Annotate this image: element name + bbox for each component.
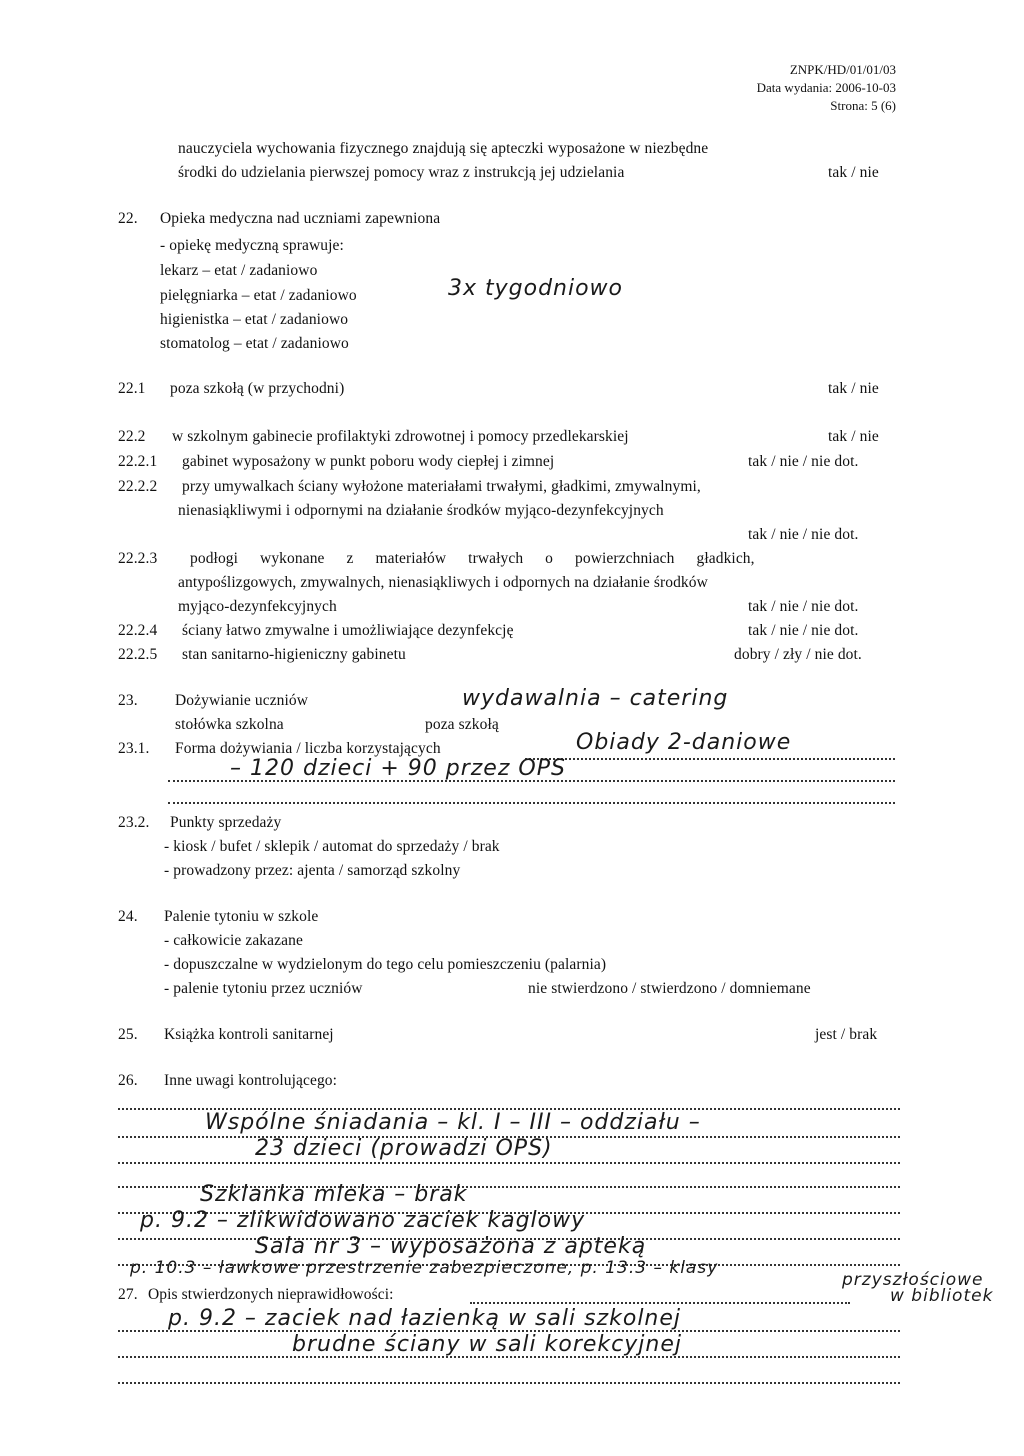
s22-title: Opieka medyczna nad uczniami zapewniona xyxy=(160,210,441,227)
s26-handwritten-2: 23 dzieci (prowadzi OPS) xyxy=(255,1136,553,1161)
s25-number: 25. xyxy=(118,1026,138,1043)
s24-line-3: - palenie tytoniu przez uczniów xyxy=(164,980,363,997)
s22-2-answer: tak / nie xyxy=(828,428,879,445)
s22-2-3-number: 22.2.3 xyxy=(118,550,158,567)
s27-number: 27. xyxy=(118,1286,138,1303)
s27-title: Opis stwierdzonych nieprawidłowości: xyxy=(148,1286,394,1303)
s23-1-number: 23.1. xyxy=(118,740,150,757)
s26-handwritten-7: przyszłościowe xyxy=(842,1270,984,1290)
s23-2-line-2: - prowadzony przez: ajenta / samorząd szkolny xyxy=(164,862,461,879)
s22-pielegniarka: pielęgniarka – etat / zadaniowo xyxy=(160,287,357,304)
s22-2-2-line-2: nienasiąkliwymi i odpornymi na działanie środków myjąco-dezynfekcyjnych xyxy=(178,502,664,519)
s22-number: 22. xyxy=(118,210,138,227)
s22-2-4-text: ściany łatwo zmywalne i umożliwiające dezynfekcję xyxy=(182,622,514,639)
s22-2-1-answer: tak / nie / nie dot. xyxy=(748,453,859,470)
s24-answer: nie stwierdzono / stwierdzono / domniemane xyxy=(528,980,811,997)
s22-sub: - opiekę medyczną sprawuje: xyxy=(160,237,344,254)
s24-title: Palenie tytoniu w szkole xyxy=(164,908,319,925)
s22-handwritten-note: 3x tygodniowo xyxy=(448,276,624,301)
s22-2-1-number: 22.2.1 xyxy=(118,453,158,470)
s22-1-answer: tak / nie xyxy=(828,380,879,397)
page-number: Strona: 5 (6) xyxy=(830,98,896,113)
s22-2-3-line-1: podłogi wykonane z materiałów trwałych o powierzchniach gładkich, xyxy=(190,550,755,567)
s23-1-handwritten-1: Obiady 2-daniowe xyxy=(576,730,792,755)
s22-2-4-answer: tak / nie / nie dot. xyxy=(748,622,859,639)
s23-handwritten-note: wydawalnia – catering xyxy=(462,686,729,711)
s23-number: 23. xyxy=(118,692,138,709)
s22-2-1-text: gabinet wyposażony w punkt poboru wody ciepłej i zimnej xyxy=(182,453,555,470)
s22-1-text: poza szkołą (w przychodni) xyxy=(170,380,345,397)
s25-text: Książka kontroli sanitarnej xyxy=(164,1026,334,1043)
s22-2-2-number: 22.2.2 xyxy=(118,478,158,495)
dotted-line xyxy=(168,780,895,782)
s23-2-title: Punkty sprzedaży xyxy=(170,814,282,831)
s22-2-5-number: 22.2.5 xyxy=(118,646,158,663)
s24-line-1: - całkowicie zakazane xyxy=(164,932,303,949)
s24-number: 24. xyxy=(118,908,138,925)
doc-code: ZNPK/HD/01/01/03 xyxy=(789,62,896,77)
s23-poza: poza szkołą xyxy=(425,716,499,733)
s26-handwritten-1: Wspólne śniadania – kl. I – III – oddziału – xyxy=(205,1110,701,1135)
s23-stolowka: stołówka szkolna xyxy=(175,716,284,733)
s22-2-5-answer: dobry / zły / nie dot. xyxy=(734,646,862,663)
s22-2-4-number: 22.2.4 xyxy=(118,622,158,639)
intro-line-2: środki do udzielania pierwszej pomocy wraz z instrukcją jej udzielania xyxy=(178,164,625,181)
s22-2-3-line-3: myjąco-dezynfekcyjnych xyxy=(178,598,337,615)
s26-handwritten-4: p. 9.2 – zlikwidowano zaciek kaglowy xyxy=(140,1208,586,1233)
s26-handwritten-5: Sala nr 3 – wyposażona z apteką xyxy=(255,1234,647,1259)
s22-2-2-answer: tak / nie / nie dot. xyxy=(748,526,859,543)
s26-number: 26. xyxy=(118,1072,138,1089)
s22-2-5-text: stan sanitarno-higieniczny gabinetu xyxy=(182,646,406,663)
s27-handwritten-1: p. 9.2 – zaciek nad łazienką w sali szkolnej xyxy=(168,1306,682,1331)
dotted-line xyxy=(118,1382,900,1384)
s25-answer: jest / brak xyxy=(815,1026,878,1043)
s22-2-text: w szkolnym gabinecie profilaktyki zdrowotnej i pomocy przedlekarskiej xyxy=(172,428,629,445)
s22-2-3-line-2: antypoślizgowych, zmywalnych, nienasiąkliwych i odpornych na działanie środków xyxy=(178,574,708,591)
s23-2-line-1: - kiosk / bufet / sklepik / automat do sprzedaży / brak xyxy=(164,838,500,855)
s23-1-handwritten-2: – 120 dzieci + 90 przez OPS xyxy=(230,756,566,781)
s22-2-number: 22.2 xyxy=(118,428,146,445)
dotted-line xyxy=(168,802,895,804)
s22-higienistka: higienistka – etat / zadaniowo xyxy=(160,311,349,328)
s23-1-text: Forma dożywiania / liczba korzystających xyxy=(175,740,441,757)
s26-handwritten-6: p. 10.3 – ławkowe przestrzenie zabezpieczone, p. 13.3 – klasy xyxy=(130,1258,719,1278)
s22-2-3-answer: tak / nie / nie dot. xyxy=(748,598,859,615)
s22-2-2-line-1: przy umywalkach ściany wyłożone materiałami trwałymi, gładkimi, zmywalnymi, xyxy=(182,478,701,495)
intro-answer: tak / nie xyxy=(828,164,879,181)
s26-title: Inne uwagi kontrolującego: xyxy=(164,1072,338,1089)
issue-date: Data wydania: 2006-10-03 xyxy=(756,80,896,95)
s27-handwritten-2: brudne ściany w sali korekcyjnej xyxy=(292,1332,682,1357)
intro-line-1: nauczyciela wychowania fizycznego znajdują się apteczki wyposażone w niezbędne xyxy=(178,140,709,157)
s22-lekarz: lekarz – etat / zadaniowo xyxy=(160,262,318,279)
s22-stomatolog: stomatolog – etat / zadaniowo xyxy=(160,335,349,352)
s26-handwritten-8: w bibliotek xyxy=(890,1286,994,1306)
s24-line-2: - dopuszczalne w wydzielonym do tego celu pomieszczeniu (palarnia) xyxy=(164,956,607,973)
dotted-line xyxy=(470,1302,850,1304)
s23-title: Dożywianie uczniów xyxy=(175,692,309,709)
dotted-line xyxy=(525,758,895,760)
s22-1-number: 22.1 xyxy=(118,380,146,397)
s23-2-number: 23.2. xyxy=(118,814,150,831)
dotted-line xyxy=(118,1162,900,1164)
s26-handwritten-3: Szklanka mleka – brak xyxy=(200,1182,468,1207)
